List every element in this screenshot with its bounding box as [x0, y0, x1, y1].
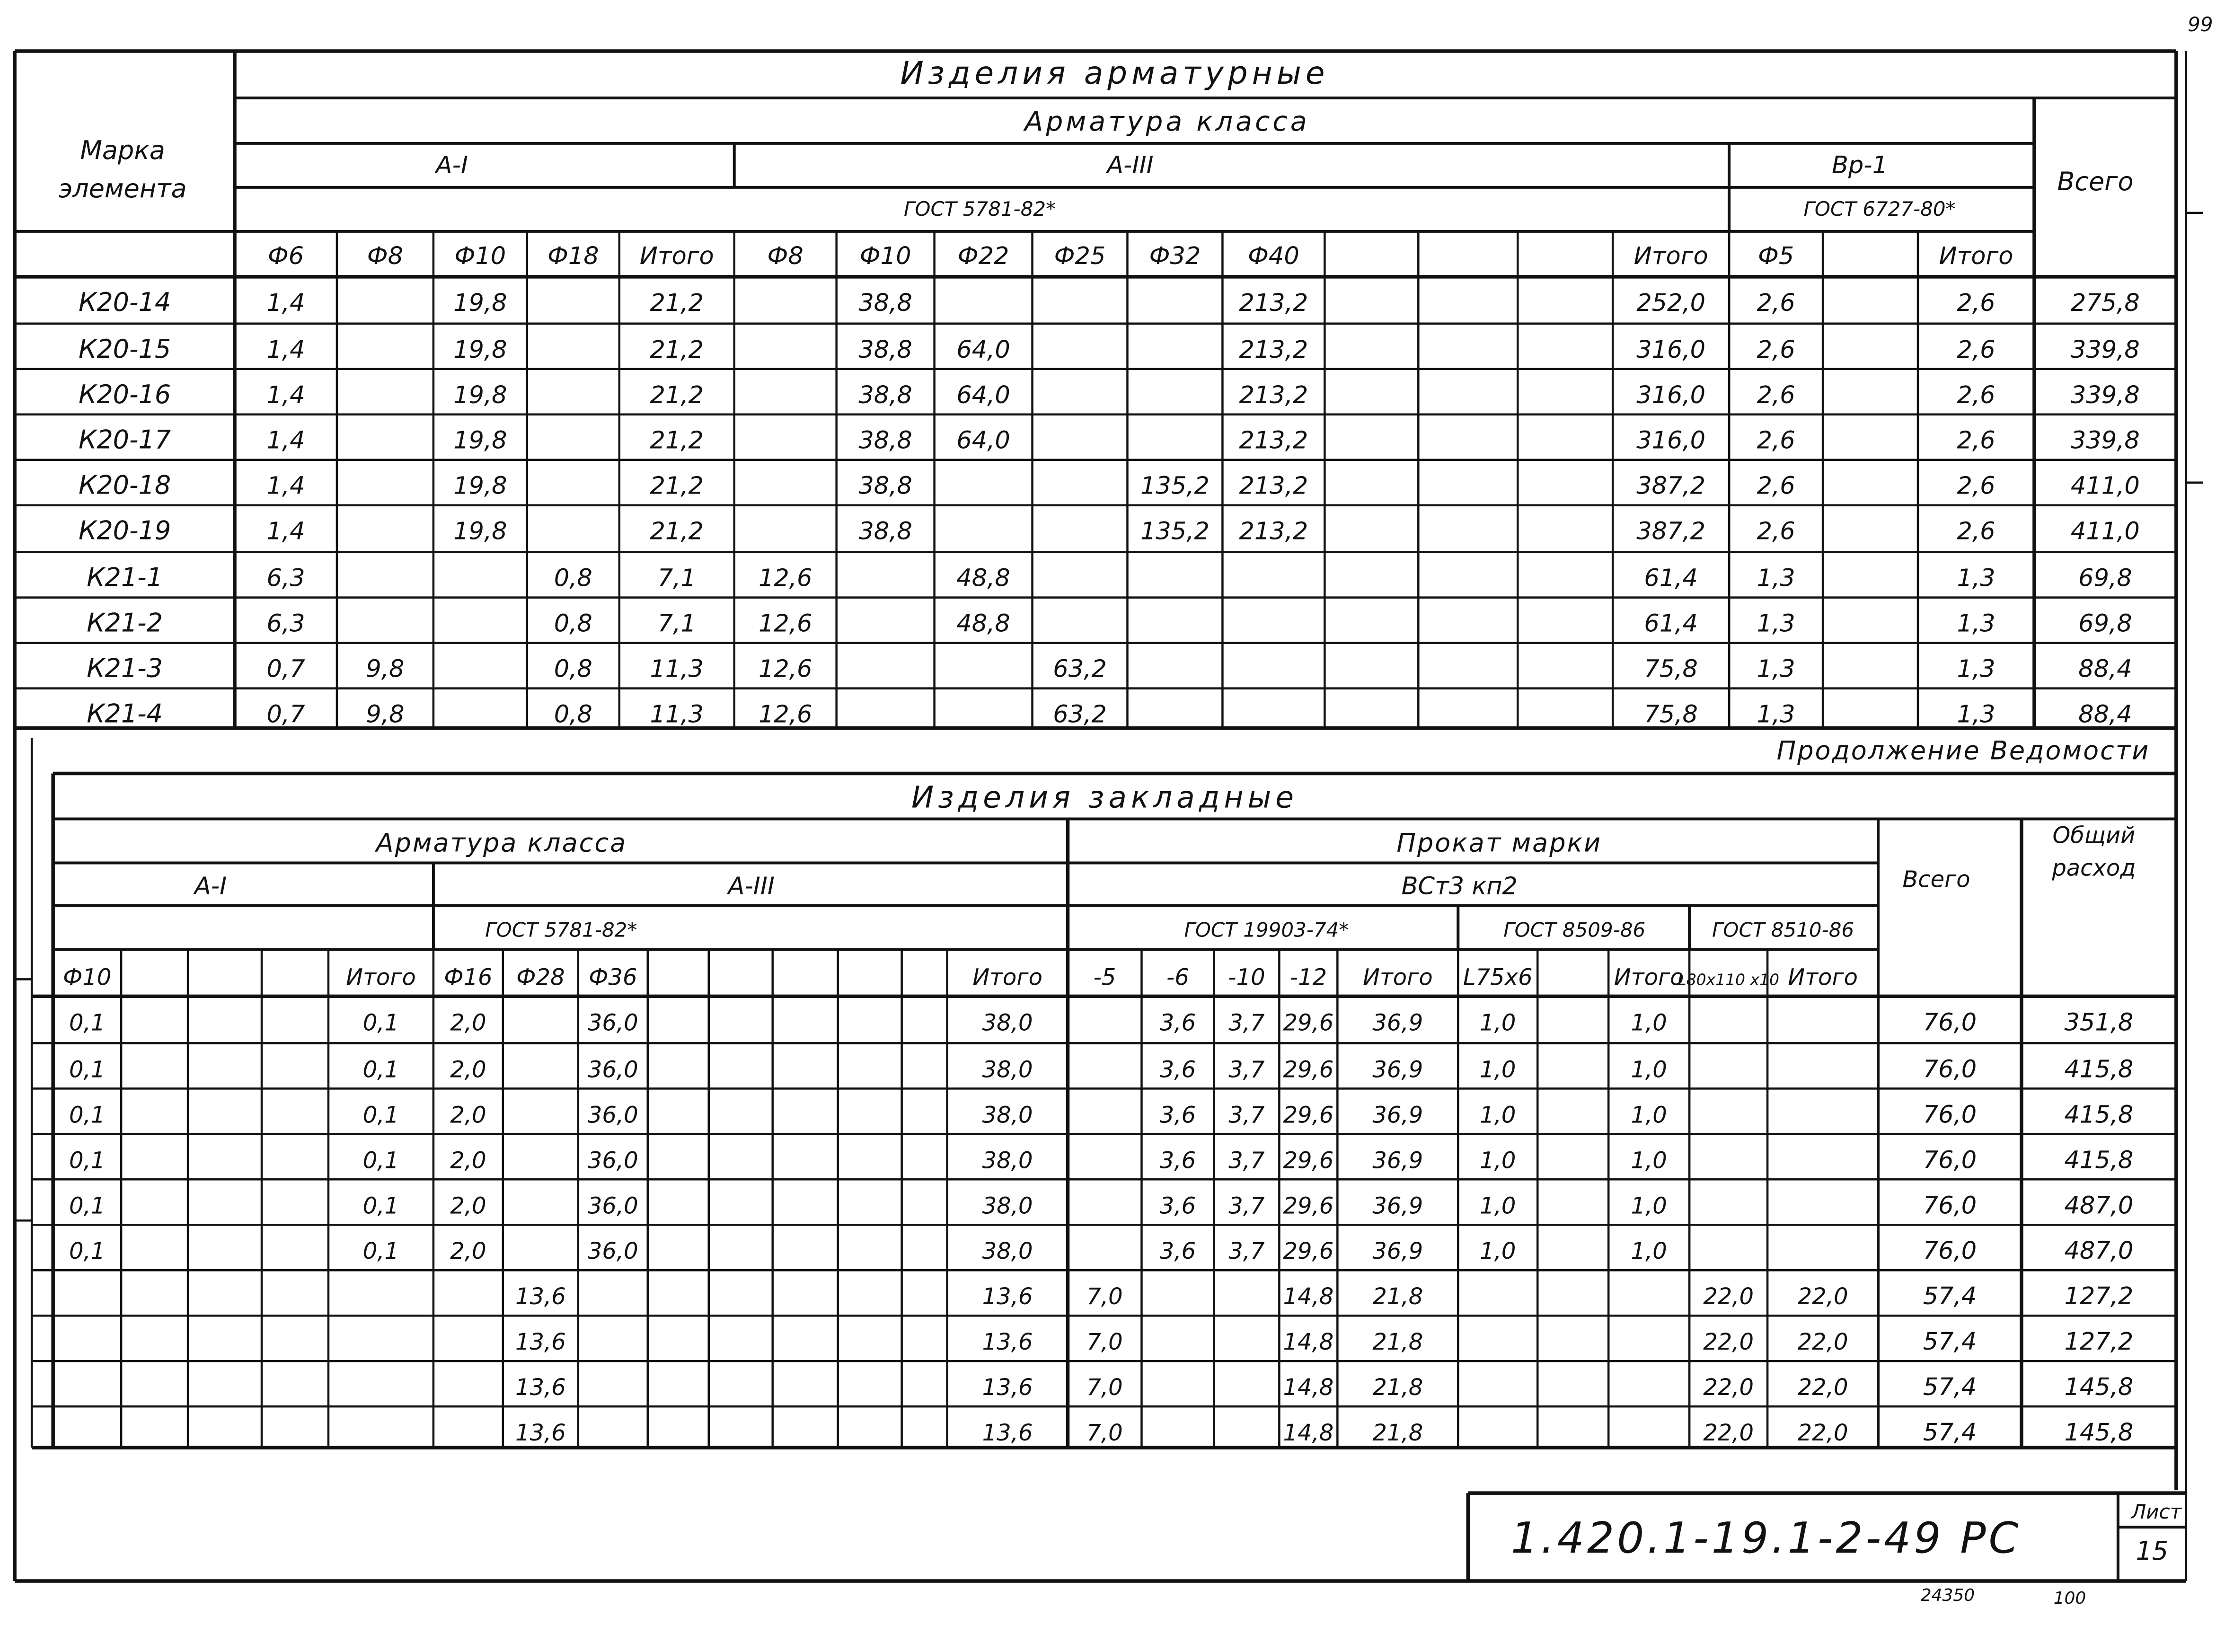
top-cell-value: 63,2 [1053, 655, 1107, 683]
bottom-gost-5781-header: ГОСТ 5781-82* [485, 918, 637, 942]
top-cell-value: 2,6 [1957, 426, 1995, 455]
element-mark: К20-19 [79, 515, 171, 546]
top-cell-value: 316,0 [1636, 426, 1706, 455]
element-mark: К20-15 [79, 334, 171, 364]
mark-header-line1: Марка [80, 135, 165, 165]
element-mark: К20-18 [79, 470, 171, 500]
bottom-cell-value: 21,8 [1372, 1329, 1423, 1356]
top-cell-value: 11,3 [650, 655, 704, 683]
bottom-cell-value: 3,6 [1159, 1147, 1196, 1174]
top-cell-value: 21,2 [650, 336, 704, 364]
bottom-cell-value: 22,0 [1703, 1420, 1754, 1447]
top-cell-value: 2,6 [1957, 336, 1995, 364]
bottom-cell-value: 38,0 [982, 1193, 1033, 1219]
general-header-line1: Общий [2052, 822, 2136, 849]
bottom-cell-value: 13,6 [515, 1329, 566, 1356]
bottom-cell-value: 3,6 [1159, 1102, 1196, 1129]
bottom-cell-value: 29,6 [1283, 1102, 1334, 1129]
top-cell-value: 2,6 [1957, 517, 1995, 546]
gost-6727-header: ГОСТ 6727-80* [1803, 197, 1956, 221]
bottom-col-header: Ф10 [62, 964, 112, 991]
bottom-cell-value: 3,6 [1159, 1009, 1196, 1036]
top-cell-value: 213,2 [1239, 426, 1308, 455]
bottom-cell-value: 1,0 [1631, 1056, 1667, 1083]
bottom-col-header: L80x110 x10 [1678, 970, 1780, 989]
top-cell-value: 213,2 [1239, 381, 1308, 409]
bottom-cell-value: 21,8 [1372, 1420, 1423, 1447]
class-a3-header: А-III [1107, 151, 1154, 179]
bottom-cell-value: 1,0 [1631, 1147, 1667, 1174]
top-cell-value: 6,3 [266, 610, 305, 638]
top-cell-value: 21,2 [650, 381, 704, 409]
top-cell-value: 75,8 [1644, 700, 1698, 729]
top-cell-value: 0,8 [554, 655, 592, 683]
top-cell-value: 38,8 [858, 517, 912, 546]
bottom-cell-value: 1,0 [1480, 1238, 1516, 1265]
bottom-cell-value: 36,9 [1372, 1147, 1423, 1174]
top-cell-value: 316,0 [1636, 381, 1706, 409]
bottom-cell-value: 7,0 [1086, 1420, 1123, 1447]
bottom-col-header: Итого [346, 964, 416, 991]
bottom-cell-value: 14,8 [1283, 1283, 1334, 1310]
bottom-row-general: 351,8 [2064, 1008, 2134, 1037]
bottom-armature-header: Арматура класса [376, 828, 627, 858]
bottom-cell-value: 13,6 [515, 1420, 566, 1447]
top-cell-value: 213,2 [1239, 472, 1308, 500]
top-cell-value: 213,2 [1239, 517, 1308, 546]
page-number-top: 99 [2188, 12, 2213, 36]
top-cell-value: 6,3 [266, 564, 305, 592]
bottom-cell-value: 1,0 [1480, 1009, 1516, 1036]
bottom-col-header: L75x6 [1463, 964, 1533, 991]
top-table-title: Изделия арматурные [900, 54, 1329, 91]
top-row-total: 69,8 [2078, 610, 2132, 638]
bottom-cell-value: 14,8 [1283, 1420, 1334, 1447]
bottom-cell-value: 3,6 [1159, 1238, 1196, 1265]
class-bp1-header: Вр-1 [1831, 151, 1888, 179]
bottom-cell-value: 3,6 [1159, 1193, 1196, 1219]
top-cell-value: 1,3 [1757, 610, 1795, 638]
bottom-cell-value: 2,0 [450, 1238, 486, 1265]
bottom-col-header: -10 [1228, 964, 1265, 991]
top-cell-value: 1,3 [1957, 655, 1995, 683]
bottom-cell-value: 22,0 [1797, 1329, 1848, 1356]
bottom-col-header: Итого [1788, 964, 1858, 991]
footer-code-right: 100 [2053, 1589, 2086, 1608]
bottom-cell-value: 38,0 [982, 1147, 1033, 1174]
bottom-cell-value: 2,0 [450, 1009, 486, 1036]
bottom-cell-value: 36,9 [1372, 1056, 1423, 1083]
bottom-cell-value: 22,0 [1797, 1374, 1848, 1401]
top-cell-value: 21,2 [650, 289, 704, 317]
top-cell-value: 387,2 [1636, 472, 1706, 500]
top-cell-value: 19,8 [453, 336, 507, 364]
continuation-note: Продолжение Ведомости [1776, 735, 2150, 766]
top-row-total: 339,8 [2070, 336, 2140, 364]
top-row-total: 411,0 [2070, 472, 2140, 500]
top-col-header: Ф8 [367, 242, 404, 270]
bottom-cell-value: 0,1 [69, 1056, 106, 1083]
bottom-row-general: 127,2 [2064, 1282, 2134, 1311]
top-row-total: 275,8 [2070, 289, 2140, 317]
bottom-cell-value: 21,8 [1372, 1283, 1423, 1310]
bottom-cell-value: 22,0 [1797, 1283, 1848, 1310]
bottom-row-total: 76,0 [1923, 1008, 1977, 1037]
bottom-cell-value: 22,0 [1797, 1420, 1848, 1447]
bottom-total-header: Всего [1902, 866, 1970, 893]
top-cell-value: 7,1 [657, 610, 696, 638]
bottom-col-header: -6 [1166, 964, 1189, 991]
bottom-cell-value: 0,1 [362, 1102, 399, 1129]
top-cell-value: 38,8 [858, 472, 912, 500]
top-cell-value: 48,8 [956, 610, 1010, 638]
bottom-cell-value: 2,0 [450, 1102, 486, 1129]
bottom-row-general: 127,2 [2064, 1328, 2134, 1356]
top-col-header: Ф40 [1248, 242, 1299, 270]
bottom-cell-value: 13,6 [982, 1329, 1033, 1356]
top-row-total: 411,0 [2070, 517, 2140, 546]
bottom-table-title: Изделия закладные [911, 780, 1298, 815]
top-cell-value: 9,8 [366, 700, 405, 729]
top-cell-value: 19,8 [453, 381, 507, 409]
bottom-cell-value: 3,7 [1228, 1193, 1265, 1219]
top-cell-value: 1,3 [1757, 655, 1795, 683]
top-cell-value: 7,1 [657, 564, 696, 592]
document-code: 1.420.1-19.1-2-49 РС [1510, 1513, 2022, 1564]
footer-code-left: 24350 [1920, 1586, 1975, 1606]
top-cell-value: 1,3 [1957, 610, 1995, 638]
top-cell-value: 1,4 [266, 381, 305, 409]
top-cell-value: 2,6 [1757, 517, 1795, 546]
bottom-row-general: 145,8 [2064, 1419, 2134, 1447]
bottom-cell-value: 0,1 [69, 1193, 106, 1219]
bottom-row-total: 57,4 [1923, 1373, 1977, 1402]
top-cell-value: 19,8 [453, 517, 507, 546]
top-cell-value: 61,4 [1644, 564, 1698, 592]
bottom-cell-value: 29,6 [1283, 1147, 1334, 1174]
top-cell-value: 21,2 [650, 472, 704, 500]
top-cell-value: 38,8 [858, 426, 912, 455]
bottom-cell-value: 1,0 [1631, 1238, 1667, 1265]
bottom-class-a1-header: А-I [194, 872, 227, 901]
bottom-cell-value: 7,0 [1086, 1374, 1123, 1401]
bottom-row-total: 76,0 [1923, 1237, 1977, 1265]
top-cell-value: 0,8 [554, 610, 592, 638]
bottom-cell-value: 2,0 [450, 1056, 486, 1083]
bottom-cell-value: 1,0 [1631, 1193, 1667, 1219]
element-mark: К20-14 [79, 287, 171, 317]
top-row-total: 339,8 [2070, 381, 2140, 409]
bottom-cell-value: 36,0 [587, 1056, 638, 1083]
bottom-row-general: 487,0 [2064, 1237, 2134, 1265]
bottom-row-general: 487,0 [2064, 1192, 2134, 1220]
bottom-cell-value: 38,0 [982, 1238, 1033, 1265]
bottom-cell-value: 1,0 [1480, 1147, 1516, 1174]
bottom-cell-value: 2,0 [450, 1147, 486, 1174]
bottom-row-total: 76,0 [1923, 1101, 1977, 1129]
top-row-total: 88,4 [2078, 655, 2132, 683]
bottom-row-general: 145,8 [2064, 1373, 2134, 1402]
top-cell-value: 1,4 [266, 336, 305, 364]
bottom-cell-value: 29,6 [1283, 1193, 1334, 1219]
bottom-cell-value: 22,0 [1703, 1329, 1754, 1356]
bottom-cell-value: 1,0 [1631, 1009, 1667, 1036]
bottom-row-total: 76,0 [1923, 1146, 1977, 1175]
top-cell-value: 12,6 [758, 655, 812, 683]
bottom-row-total: 76,0 [1923, 1192, 1977, 1220]
top-cell-value: 9,8 [366, 655, 405, 683]
top-cell-value: 64,0 [956, 381, 1010, 409]
top-col-header: Итого [639, 242, 714, 270]
bottom-cell-value: 0,1 [362, 1238, 399, 1265]
top-cell-value: 1,4 [266, 517, 305, 546]
top-col-header: Ф10 [859, 242, 911, 270]
bottom-row-general: 415,8 [2064, 1146, 2134, 1175]
top-cell-value: 316,0 [1636, 336, 1706, 364]
top-col-header: Итого [1939, 242, 2013, 270]
gost-5781-header: ГОСТ 5781-82* [904, 197, 1056, 221]
top-cell-value: 1,3 [1757, 700, 1795, 729]
top-cell-value: 2,6 [1757, 426, 1795, 455]
element-mark: К21-1 [87, 562, 163, 592]
bottom-cell-value: 13,6 [982, 1420, 1033, 1447]
top-cell-value: 0,7 [266, 700, 305, 729]
top-cell-value: 75,8 [1644, 655, 1698, 683]
top-cell-value: 21,2 [650, 426, 704, 455]
bottom-row-general: 415,8 [2064, 1101, 2134, 1129]
top-col-header: Ф22 [957, 242, 1009, 270]
top-row-total: 69,8 [2078, 564, 2132, 592]
bottom-col-header: Ф36 [589, 964, 637, 991]
table-cells [63, 242, 2140, 1447]
bottom-cell-value: 36,9 [1372, 1193, 1423, 1219]
bottom-cell-value: 38,0 [982, 1102, 1033, 1129]
bottom-cell-value: 36,0 [587, 1009, 638, 1036]
bottom-cell-value: 0,1 [362, 1009, 399, 1036]
bottom-cell-value: 22,0 [1703, 1374, 1754, 1401]
top-total-header: Всего [2057, 166, 2134, 196]
top-cell-value: 2,6 [1957, 381, 1995, 409]
top-cell-value: 1,3 [1957, 564, 1995, 592]
bottom-cell-value: 14,8 [1283, 1329, 1334, 1356]
top-armature-class-title: Арматура класса [1024, 106, 1310, 137]
gost-19903-header: ГОСТ 19903-74* [1184, 918, 1349, 942]
top-cell-value: 0,8 [554, 700, 592, 729]
bottom-cell-value: 3,7 [1228, 1056, 1265, 1083]
bottom-cell-value: 38,0 [982, 1056, 1033, 1083]
mark-header-line2: элемента [58, 173, 187, 203]
top-col-header: Ф18 [547, 242, 599, 270]
top-cell-value: 48,8 [956, 564, 1010, 592]
top-cell-value: 213,2 [1239, 289, 1308, 317]
top-cell-value: 12,6 [758, 700, 812, 729]
top-cell-value: 1,3 [1757, 564, 1795, 592]
top-cell-value: 19,8 [453, 289, 507, 317]
sheet-label: Лист [2131, 1500, 2182, 1524]
top-cell-value: 2,6 [1957, 289, 1995, 317]
bottom-cell-value: 0,1 [69, 1102, 106, 1129]
top-col-header: Ф6 [267, 242, 304, 270]
top-cell-value: 38,8 [858, 336, 912, 364]
top-cell-value: 1,4 [266, 426, 305, 455]
top-cell-value: 213,2 [1239, 336, 1308, 364]
top-cell-value: 12,6 [758, 564, 812, 592]
top-cell-value: 64,0 [956, 336, 1010, 364]
bottom-col-header: Ф16 [444, 964, 493, 991]
top-cell-value: 38,8 [858, 381, 912, 409]
bottom-cell-value: 1,0 [1480, 1056, 1516, 1083]
bottom-row-total: 57,4 [1923, 1419, 1977, 1447]
bottom-cell-value: 0,1 [69, 1009, 106, 1036]
top-row-total: 339,8 [2070, 426, 2140, 455]
bottom-cell-value: 29,6 [1283, 1056, 1334, 1083]
bottom-cell-value: 13,6 [515, 1283, 566, 1310]
top-cell-value: 252,0 [1636, 289, 1706, 317]
bottom-cell-value: 1,0 [1631, 1102, 1667, 1129]
bottom-cell-value: 36,0 [587, 1238, 638, 1265]
bottom-col-header: Итого [972, 964, 1042, 991]
top-col-header: Ф10 [454, 242, 506, 270]
bottom-cell-value: 22,0 [1703, 1283, 1754, 1310]
bottom-cell-value: 36,0 [587, 1147, 638, 1174]
bottom-cell-value: 13,6 [515, 1374, 566, 1401]
top-cell-value: 1,4 [266, 289, 305, 317]
top-cell-value: 0,8 [554, 564, 592, 592]
top-col-header: Ф8 [767, 242, 803, 270]
bottom-cell-value: 0,1 [362, 1147, 399, 1174]
bottom-cell-value: 36,9 [1372, 1238, 1423, 1265]
top-cell-value: 38,8 [858, 289, 912, 317]
gost-8510-header: ГОСТ 8510-86 [1712, 918, 1854, 942]
top-cell-value: 61,4 [1644, 610, 1698, 638]
bottom-cell-value: 3,6 [1159, 1056, 1196, 1083]
element-mark: К21-2 [87, 608, 163, 638]
bottom-class-a3-header: А-III [728, 872, 775, 901]
bottom-cell-value: 7,0 [1086, 1329, 1123, 1356]
top-cell-value: 2,6 [1757, 472, 1795, 500]
bottom-cell-value: 3,7 [1228, 1102, 1265, 1129]
top-cell-value: 135,2 [1140, 517, 1210, 546]
bottom-row-total: 57,4 [1923, 1282, 1977, 1311]
steel-grade-header: ВСт3 кп2 [1401, 872, 1518, 901]
top-cell-value: 2,6 [1757, 381, 1795, 409]
top-cell-value: 2,6 [1757, 289, 1795, 317]
bottom-row-general: 415,8 [2064, 1055, 2134, 1084]
top-cell-value: 19,8 [453, 426, 507, 455]
bottom-col-header: -12 [1289, 964, 1327, 991]
bottom-cell-value: 36,9 [1372, 1102, 1423, 1129]
bottom-cell-value: 3,7 [1228, 1009, 1265, 1036]
top-cell-value: 64,0 [956, 426, 1010, 455]
prokat-header: Прокат марки [1396, 828, 1602, 858]
bottom-cell-value: 2,0 [450, 1193, 486, 1219]
top-col-header: Ф5 [1757, 242, 1794, 270]
top-cell-value: 387,2 [1636, 517, 1706, 546]
top-cell-value: 63,2 [1053, 700, 1107, 729]
top-cell-value: 0,7 [266, 655, 305, 683]
top-row-total: 88,4 [2078, 700, 2132, 729]
bottom-col-header: Ф28 [516, 964, 565, 991]
top-cell-value: 21,2 [650, 517, 704, 546]
class-a1-header: А-I [435, 151, 468, 179]
top-cell-value: 135,2 [1140, 472, 1210, 500]
sheet-number: 15 [2136, 1536, 2169, 1566]
bottom-cell-value: 29,6 [1283, 1238, 1334, 1265]
bottom-cell-value: 21,8 [1372, 1374, 1423, 1401]
general-header-line2: расход [2052, 855, 2136, 882]
bottom-cell-value: 36,0 [587, 1193, 638, 1219]
top-cell-value: 1,4 [266, 472, 305, 500]
bottom-cell-value: 13,6 [982, 1374, 1033, 1401]
element-mark: К21-4 [87, 698, 163, 729]
bottom-cell-value: 0,1 [362, 1193, 399, 1219]
bottom-col-header: -5 [1093, 964, 1116, 991]
top-cell-value: 12,6 [758, 610, 812, 638]
bottom-cell-value: 1,0 [1480, 1193, 1516, 1219]
bottom-cell-value: 0,1 [362, 1056, 399, 1083]
bottom-cell-value: 14,8 [1283, 1374, 1334, 1401]
bottom-cell-value: 7,0 [1086, 1283, 1123, 1310]
top-cell-value: 2,6 [1957, 472, 1995, 500]
bottom-cell-value: 0,1 [69, 1238, 106, 1265]
bottom-cell-value: 36,9 [1372, 1009, 1423, 1036]
top-cell-value: 11,3 [650, 700, 704, 729]
bottom-cell-value: 3,7 [1228, 1147, 1265, 1174]
bottom-row-total: 57,4 [1923, 1328, 1977, 1356]
bottom-cell-value: 0,1 [69, 1147, 106, 1174]
element-mark: К20-17 [79, 424, 171, 455]
top-cell-value: 19,8 [453, 472, 507, 500]
bottom-cell-value: 29,6 [1283, 1009, 1334, 1036]
bottom-cell-value: 36,0 [587, 1102, 638, 1129]
bottom-col-header: Итого [1362, 964, 1433, 991]
gost-8509-header: ГОСТ 8509-86 [1503, 918, 1646, 942]
top-col-header: Ф32 [1149, 242, 1201, 270]
top-col-header: Ф25 [1054, 242, 1106, 270]
element-mark: К21-3 [87, 653, 163, 683]
bottom-cell-value: 3,7 [1228, 1238, 1265, 1265]
top-cell-value: 1,3 [1957, 700, 1995, 729]
bottom-row-total: 76,0 [1923, 1055, 1977, 1084]
element-mark: К20-16 [79, 379, 171, 409]
bottom-cell-value: 1,0 [1480, 1102, 1516, 1129]
bottom-col-header: Итого [1614, 964, 1684, 991]
top-cell-value: 2,6 [1757, 336, 1795, 364]
bottom-cell-value: 13,6 [982, 1283, 1033, 1310]
bottom-cell-value: 38,0 [982, 1009, 1033, 1036]
top-col-header: Итого [1633, 242, 1708, 270]
